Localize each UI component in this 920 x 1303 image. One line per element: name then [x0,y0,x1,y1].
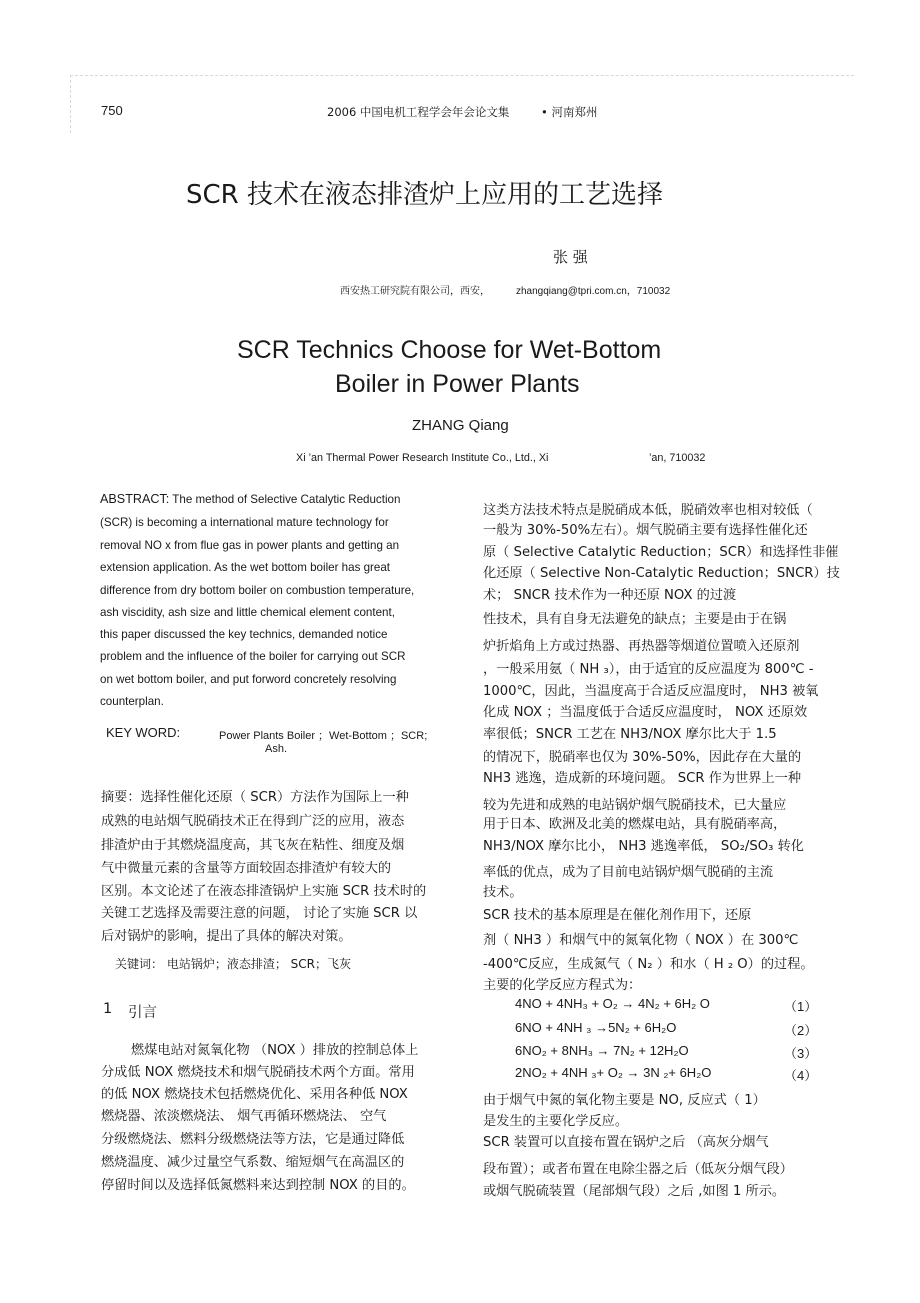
abstract-english-line: (SCR) is becoming a international mature technology for [100,516,389,529]
equation: 4NO + 4NH₃ + O₂ → 4N₂ + 6H₂ O [515,996,710,1011]
abstract-english-line: difference from dry bottom boiler on combustion temperature, [100,584,415,597]
equation: 2NO₂ + 4NH ₃+ O₂ → 3N ₂+ 6H₂O [515,1065,712,1080]
page-border-left [70,75,71,133]
title-english-line1: SCR Technics Choose for Wet-Bottom [237,336,662,364]
equation-number: （1） [784,999,818,1014]
abstract-english-line: counterplan. [100,695,164,708]
affiliation-chinese: 西安热工研究院有限公司，西安， [340,286,490,297]
keywords-english-cont: Ash. [265,743,288,755]
equation-number: （2） [784,1023,818,1038]
body-paragraph-line: 是发生的主要化学反应。 [483,1114,629,1129]
author-english: ZHANG Qiang [412,417,509,434]
body-paragraph-line: 的情况下，脱硝率也仅为 30%-50%，因此存在大量的 [483,750,802,765]
abstract-english-line: ABSTRACT: The method of Selective Catalytic Reduction [100,492,401,506]
title-english-line2: Boiler in Power Plants [335,370,580,398]
body-paragraph-line: 炉折焰角上方或过热器、再热器等烟道位置喷入还原剂 [483,639,800,654]
body-paragraph-line: 技术。 [483,885,523,900]
body-paragraph-line: 燃煤电站对氮氧化物 （NOX ）排放的控制总体上 [131,1043,419,1058]
affiliation-english-city: ’an, 710032 [649,452,706,464]
page-border-top [70,75,854,76]
body-paragraph-line: ，一般采用氨（ NH ₃），由于适宜的反应温度为 800℃ - [483,662,814,677]
body-paragraph-line: 主要的化学反应方程式为： [483,978,642,993]
body-paragraph-line: 分成低 NOX 燃烧技术和烟气脱硝技术两个方面。常用 [101,1065,415,1080]
body-paragraph-line: 由于烟气中氮的氧化物主要是 NO, 反应式（ 1） [483,1093,766,1108]
body-paragraph-line: 段布置）；或者布置在电除尘器之后（低灰分烟气段） [483,1162,793,1177]
body-paragraph-line: NH3 逃逸，造成新的环境问题。 SCR 作为世界上一种 [483,771,802,786]
body-paragraph-line: 的低 NOX 燃烧技术包括燃烧优化、采用各种低 NOX [101,1087,408,1102]
section-title: 引言 [128,1005,157,1021]
body-paragraph-line: 或烟气脱硫装置（尾部烟气段）之后 ,如图 1 所示。 [483,1184,786,1199]
abstract-english-line: problem and the influence of the boiler for carrying out SCR [100,650,406,663]
body-paragraph-line: 剂（ NH3 ）和烟气中的氮氧化物（ NOX ）在 300℃ [483,933,799,948]
author-email: zhangqiang@tpri.com.cn，710032 [516,286,671,297]
body-paragraph-line: 燃烧器、浓淡燃烧法、 烟气再循环燃烧法、 空气 [101,1109,387,1124]
body-paragraph-line: SCR 装置可以直接布置在锅炉之后 （高灰分烟气 [483,1135,769,1150]
abstract-chinese-line: 排渣炉由于其燃烧温度高，其飞灰在粘性、细度及烟 [101,838,405,853]
journal-name: 2006 中国电机工程学会年会论文集 [327,105,510,119]
body-paragraph-line: NH3/NOX 摩尔比小， NH3 逃逸率低， SO₂/SO₃ 转化 [483,839,804,854]
affiliation-english: Xi ’an Thermal Power Research Institute Co., Ltd., Xi [296,452,549,464]
author-chinese: 张 强 [553,248,588,266]
equation: 6NO + 4NH ₃ →5N₂ + 6H₂O [515,1020,677,1035]
body-paragraph-line: SCR 技术的基本原理是在催化剂作用下，还原 [483,908,752,923]
keywords-english: Power Plants Boiler ；Wet-Bottom ；SCR; [219,730,428,742]
body-paragraph-line: 化成 NOX ；当温度低于合适反应温度时， NOX 还原效 [483,705,808,720]
keywords-chinese: 关键词： 电站锅炉；液态排渣； SCR；飞灰 [115,957,351,971]
body-paragraph-line: 化还原（ Selective Non-Catalytic Reduction；SNCR）技 [483,566,840,581]
body-paragraph-line: 较为先进和成熟的电站锅炉烟气脱硝技术，已大量应 [483,798,787,813]
equation-number: （4） [784,1068,818,1083]
section-number: 1 [103,1001,113,1017]
body-paragraph-line: -400℃反应，生成氮气（ N₂ ）和水（ H ₂ O）的过程。 [483,957,814,972]
abstract-chinese-line: 成熟的电站烟气脱硝技术正在得到广泛的应用，液态 [101,814,405,829]
body-paragraph-line: 这类方法技术特点是脱硝成本低，脱硝效率也相对较低（ [483,503,813,518]
body-paragraph-line: 率低的优点，成为了目前电站锅炉烟气脱硝的主流 [483,865,774,880]
page-number: 750 [101,103,123,118]
abstract-english-line: ash viscidity, ash size and little chemical element content, [100,606,395,619]
body-paragraph-line: 原（ Selective Catalytic Reduction；SCR）和选择性非催 [483,545,839,560]
body-paragraph-line: 停留时间以及选择低氮燃料来达到控制 NOX 的目的。 [101,1178,415,1193]
abstract-english-line: extension application. As the wet bottom boiler has great [100,561,391,574]
abstract-english-line: on wet bottom boiler, and put forword concretely resolving [100,673,397,686]
abstract-english-line: removal NO x from flue gas in power plants and getting an [100,539,400,552]
abstract-label: ABSTRACT: [100,492,170,506]
body-paragraph-line: 分级燃烧法、燃料分级燃烧法等方法，它是通过降低 [101,1132,405,1147]
abstract-chinese-line: 关键工艺选择及需要注意的问题， 讨论了实施 SCR 以 [101,906,418,921]
body-paragraph-line: 性技术，具有自身无法避免的缺点；主要是由于在锅 [483,612,787,627]
title-chinese: SCR 技术在液态排渣炉上应用的工艺选择 [186,180,663,210]
body-paragraph-line: 用于日本、欧洲及北美的燃煤电站，具有脱硝率高， [483,817,787,832]
abstract-chinese-line: 摘要：选择性催化还原（ SCR）方法作为国际上一种 [101,790,409,805]
abstract-chinese-line: 气中微量元素的含量等方面较固态排渣炉有较大的 [101,861,392,876]
body-paragraph-line: 1000℃，因此，当温度高于合适反应温度时， NH3 被氧 [483,684,819,699]
body-paragraph-line: 率很低；SNCR 工艺在 NH3/NOX 摩尔比大于 1.5 [483,727,777,742]
body-paragraph-line: 燃烧温度、减少过量空气系数、缩短烟气在高温区的 [101,1155,405,1170]
abstract-chinese-line: 区别。本文论述了在液态排渣锅炉上实施 SCR 技术时的 [101,884,427,899]
conference-location: • 河南郑州 [541,105,598,119]
body-paragraph-line: 一般为 30%-50%左右）。烟气脱硝主要有选择性催化还 [483,523,808,538]
equation: 6NO₂ + 8NH₃ → 7N₂ + 12H₂O [515,1043,689,1058]
body-paragraph-line: 术； SNCR 技术作为一种还原 NOX 的过渡 [483,588,737,603]
abstract-english-line: this paper discussed the key technics, demanded notice [100,628,388,641]
equation-number: （3） [784,1046,818,1061]
keywords-english-label: KEY WORD: [106,725,181,740]
abstract-chinese-line: 后对锅炉的影响，提出了具体的解决对策。 [101,929,352,944]
